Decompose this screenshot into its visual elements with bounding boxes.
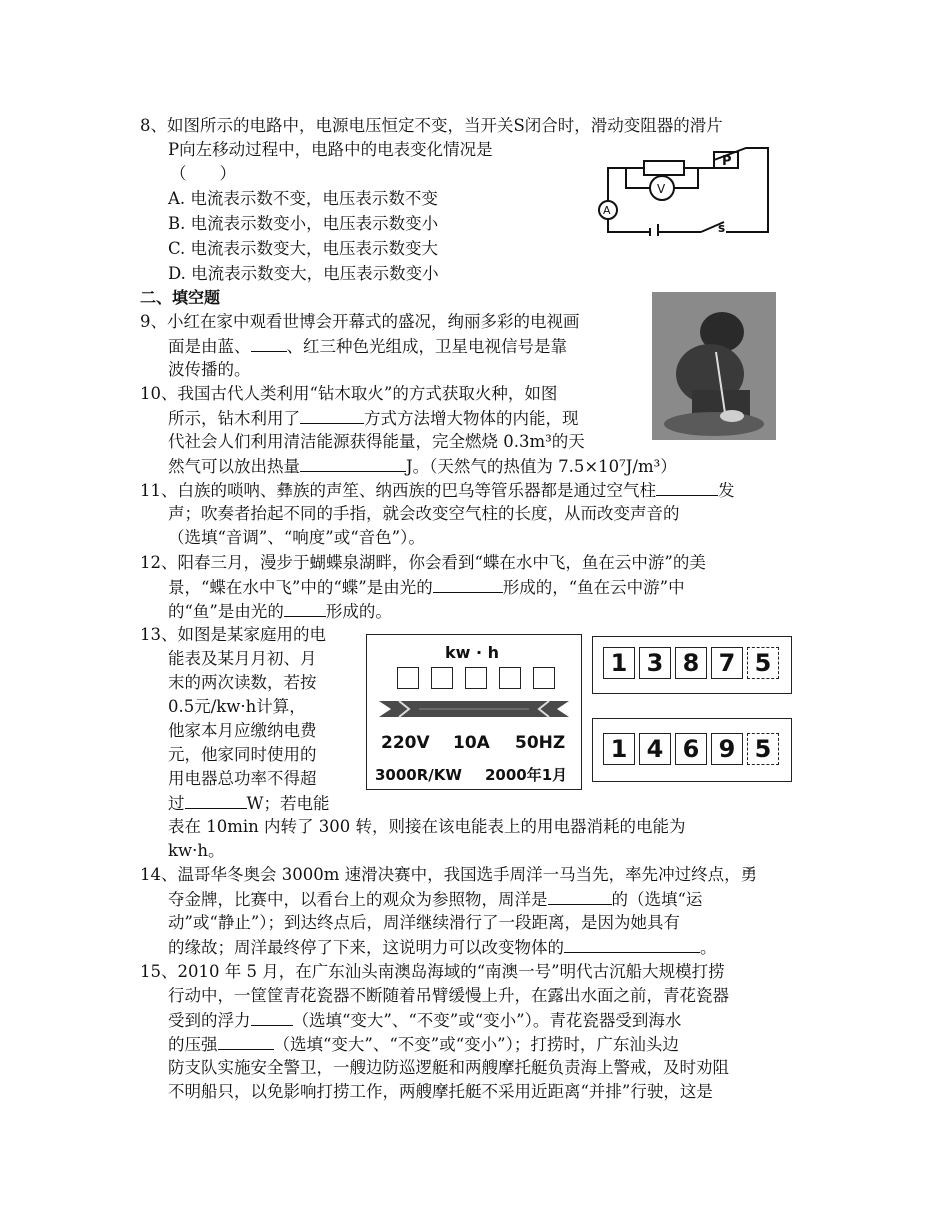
q13-line5: 他家本月应缴纳电费	[168, 721, 317, 740]
reading-end-digit: 4	[639, 733, 671, 765]
q15-line3: 受到的浮力 （选填“变大”、“不变”或“变小”）。青花瓷器受到海水	[168, 1008, 681, 1033]
reading-start-panel	[592, 636, 792, 694]
reading-end-panel	[592, 718, 792, 782]
q15-line1: 15、2010 年 5 月，在广东汕头南澳岛海域的“南澳一号”明代古沉船大规模打捞	[140, 962, 725, 981]
answer-blank	[433, 575, 503, 593]
q8-paren: （ ）	[170, 164, 236, 183]
q10-line1: 10、我国古代人类利用“钻木取火”的方式获取火种，如图	[140, 384, 558, 403]
q11-line2: 声；吹奏者抬起不同的手指，就会改变空气柱的长度，从而改变声音的	[168, 504, 680, 523]
q8-line2: P向左移动过程中，电路中的电表变化情况是	[168, 140, 493, 159]
q15-line6: 不明船只，以免影响打捞工作，两艘摩托艇不采用近距离“并排”行驶，这是	[168, 1082, 713, 1101]
q14-line4: 的缘故；周洋最终停了下来，这说明力可以改变物体的 。	[168, 935, 717, 960]
answer-blank	[284, 599, 326, 617]
q15-line5: 防支队实施安全警卫，一艘边防巡逻艇和两艘摩托艇负责海上警戒，及时劝阻	[168, 1058, 729, 1077]
answer-blank	[656, 478, 718, 496]
q14-line1: 14、温哥华冬奥会 3000m 速滑决赛中，我国选手周洋一马当先，率先冲过终点，勇	[140, 865, 758, 884]
meter-frequency: 50HZ	[515, 733, 566, 753]
meter-revolutions: 3000R/KW	[375, 766, 462, 784]
reading-start-digit: 7	[711, 647, 743, 679]
reading-start-digit: 3	[639, 647, 671, 679]
q14-line3: 动”或“静止”）；到达终点后，周洋继续滑行了一段距离，是因为她具有	[168, 913, 681, 932]
meter-rotating-disc	[379, 697, 569, 721]
q14-line2: 夺金牌，比赛中，以看台上的观众为参照物，周洋是 的（选填“运	[168, 887, 702, 912]
q8-line1: 8、如图所示的电路中，电源电压恒定不变，当开关S闭合时，滑动变阻器的滑片	[140, 116, 723, 135]
q8-option-c: C. 电流表示数变大，电压表示数变大	[168, 239, 439, 258]
reading-start-digit: 8	[675, 647, 707, 679]
electric-meter	[366, 634, 582, 790]
section-title: 二、填空题	[140, 288, 221, 307]
meter-voltage: 220V	[381, 733, 430, 753]
meter-unit: kw · h	[445, 643, 500, 662]
q9-line2: 面是由蓝、 、红三种色光组成，卫星电视信号是靠	[168, 334, 567, 359]
circuit-diagram	[586, 140, 776, 236]
q8-option-a: A. 电流表示数不变，电压表示数不变	[168, 189, 438, 208]
answer-blank	[251, 334, 287, 352]
q8-option-b: B. 电流表示数变小，电压表示数变小	[168, 214, 439, 233]
q12-line1: 12、阳春三月，漫步于蝴蝶泉湖畔，你会看到“蝶在水中飞，鱼在云中游”的美	[140, 553, 706, 572]
q13-line6: 元，他家同时使用的	[168, 745, 317, 764]
answer-blank	[218, 1032, 274, 1050]
reading-start-decimal-digit: 5	[747, 647, 779, 679]
q13-line7: 用电器总功率不得超	[168, 769, 317, 788]
q9-line3: 波传播的。	[168, 360, 251, 379]
q15-line2: 行动中，一筐筐青花瓷器不断随着吊臂缓慢上升，在露出水面之前，青花瓷器	[168, 986, 729, 1005]
q10-line2: 所示，钻木利用了 方式方法增大物体的内能，现	[168, 406, 579, 431]
q9-line1: 9、小红在家中观看世博会开幕式的盛况，绚丽多彩的电视画	[140, 312, 580, 331]
reading-end-digit: 1	[603, 733, 635, 765]
q13-line8: 过 W；若电能	[168, 791, 329, 816]
q11-line1: 11、白族的唢呐、彝族的声笙、纳西族的巴乌等管乐器都是通过空气柱 发	[140, 478, 735, 503]
q10-line3: 代社会人们利用清洁能源获得能量，完全燃烧 0.3m³的天	[168, 432, 585, 451]
q13-line9: 表在 10min 内转了 300 转，则接在该电能表上的用电器消耗的电能为	[168, 817, 686, 836]
circuit-label-s: s	[718, 221, 726, 235]
answer-blank	[185, 791, 247, 809]
answer-blank	[300, 406, 364, 424]
q15-line4: 的压强 （选填“变大”、“不变”或“变小”）；打捞时，广东汕头边	[168, 1032, 679, 1057]
meter-counter-windows	[397, 667, 555, 689]
reading-end-digit: 9	[711, 733, 743, 765]
meter-current: 10A	[453, 733, 490, 753]
q12-line2: 景，“蝶在水中飞”中的“蝶”是由光的 形成的，“鱼在云中游”中	[168, 575, 685, 600]
q13-line4: 0.5元/kw·h计算，	[168, 697, 306, 716]
q11-line3: （选填“音调”、“响度”或“音色”）。	[168, 528, 425, 547]
circuit-label-a: A	[603, 204, 611, 217]
q13-line2: 能表及某月月初、月	[168, 649, 317, 668]
circuit-label-v: V	[657, 182, 666, 196]
answer-blank	[564, 935, 700, 953]
meter-date: 2000年1月	[485, 766, 568, 784]
q13-line10: kw·h。	[168, 841, 225, 860]
q13-line3: 末的两次读数，若按	[168, 673, 317, 692]
q8-option-d: D. 电流表示数变大，电压表示数变小	[168, 264, 439, 283]
answer-blank	[548, 887, 612, 905]
reading-end-digit: 6	[675, 733, 707, 765]
answer-blank	[251, 1008, 293, 1026]
q13-line1: 13、如图是某家庭用的电	[140, 625, 326, 644]
answer-blank	[300, 454, 406, 472]
q12-line3: 的“鱼”是由光的 形成的。	[168, 599, 392, 624]
circuit-label-p: P	[722, 154, 732, 169]
reading-start-digit: 1	[603, 647, 635, 679]
drilling-fire-photo	[652, 292, 776, 440]
reading-end-decimal-digit: 5	[747, 733, 779, 765]
q10-line4: 然气可以放出热量 J。（天然气的热值为 7.5×10⁷J/m³）	[168, 454, 677, 479]
